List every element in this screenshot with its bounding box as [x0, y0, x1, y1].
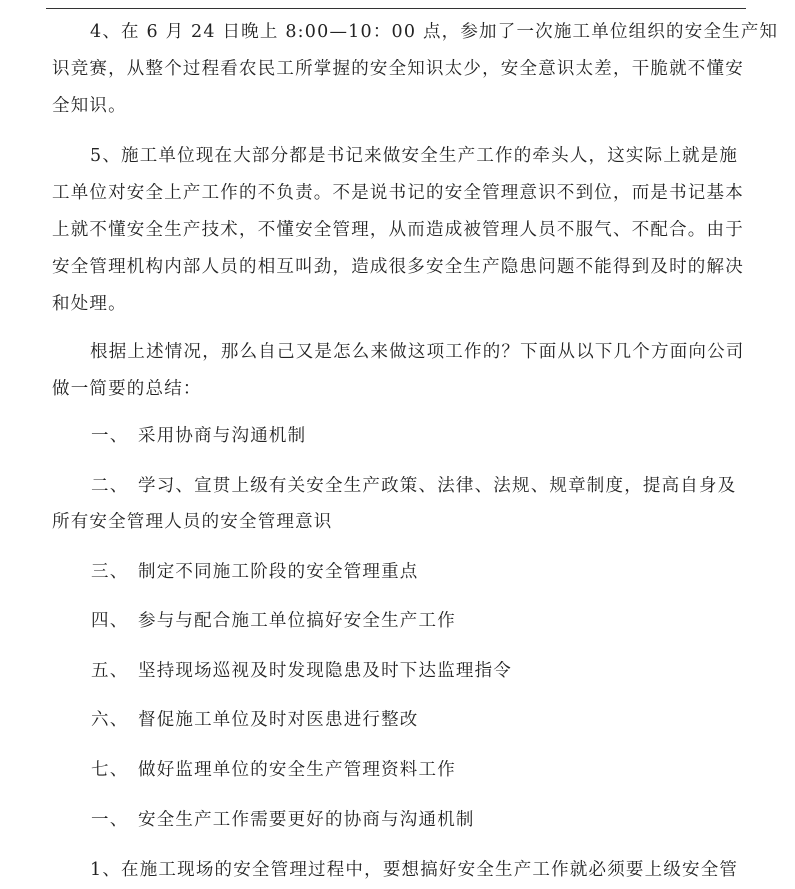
- outline-text: 制定不同施工阶段的安全管理重点: [138, 562, 419, 582]
- outline-text: 学习、宣贯上级有关安全生产政策、法律、法规、规章制度，提高自身及: [138, 476, 737, 496]
- outline-text: 所有安全管理人员的安全管理意识: [52, 512, 333, 532]
- outline-number: 二、: [91, 476, 129, 496]
- paragraph-summary: [52, 334, 752, 408]
- outline-text: 坚持现场巡视及时发现隐患及时下达监理指令: [138, 661, 512, 681]
- text-line: 上就不懂安全生产技术，不懂安全管理，从而造成被管理人员不服气、不配合。由于: [52, 220, 744, 240]
- text-line: 做一简要的总结：: [52, 379, 202, 399]
- outline-item-7: [91, 752, 456, 789]
- outline-item-5: [91, 653, 512, 690]
- header-rule: [46, 8, 746, 9]
- text-line: 和处理。: [52, 294, 127, 314]
- outline-item-1: [91, 418, 306, 455]
- outline-item-2-continuation: [52, 504, 333, 541]
- text-line: 4、在 6 月 24 日晚上 8:00—10：00 点，参加了一次施工单位组织的安全生产知: [90, 22, 779, 42]
- outline-number: 五、: [91, 661, 129, 681]
- text-line: 根据上述情况，那么自己又是怎么来做这项工作的？下面从以下几个方面向公司: [90, 342, 745, 362]
- outline-number: 六、: [91, 710, 129, 730]
- outline-text: 参与与配合施工单位搞好安全生产工作: [138, 611, 456, 631]
- section-title: 安全生产工作需要更好的协商与沟通机制: [138, 810, 475, 830]
- outline-item-4: [91, 603, 456, 640]
- outline-item-2: [91, 468, 736, 505]
- text-line: 1、在施工现场的安全管理过程中，要想搞好安全生产工作就必须要上级安全管: [90, 860, 739, 880]
- outline-text: 采用协商与沟通机制: [138, 426, 307, 446]
- outline-number: 四、: [91, 611, 129, 631]
- text-line: 全知识。: [52, 96, 127, 116]
- section-number: 一、: [91, 810, 129, 830]
- text-line: 识竞赛，从整个过程看农民工所掌握的安全知识太少，安全意识太差，干脆就不懂安: [52, 59, 744, 79]
- outline-number: 七、: [91, 760, 129, 780]
- paragraph-1: [52, 852, 752, 889]
- text-line: 安全管理机构内部人员的相互叫劲，造成很多安全生产隐患问题不能得到及时的解决: [52, 257, 744, 277]
- text-line: 5、施工单位现在大部分都是书记来做安全生产工作的牵头人，这实际上就是施: [90, 146, 739, 166]
- section-heading-1: [91, 802, 475, 839]
- text-line: 工单位对安全上产工作的不负责。不是说书记的安全管理意识不到位，而是书记基本: [52, 183, 744, 203]
- outline-text: 做好监理单位的安全生产管理资料工作: [138, 760, 456, 780]
- outline-text: 督促施工单位及时对医患进行整改: [138, 710, 419, 730]
- outline-number: 一、: [91, 426, 129, 446]
- paragraph-4: [52, 14, 779, 125]
- outline-item-3: [91, 554, 419, 591]
- outline-number: 三、: [91, 562, 129, 582]
- outline-item-6: [91, 702, 419, 739]
- paragraph-5: [52, 138, 752, 323]
